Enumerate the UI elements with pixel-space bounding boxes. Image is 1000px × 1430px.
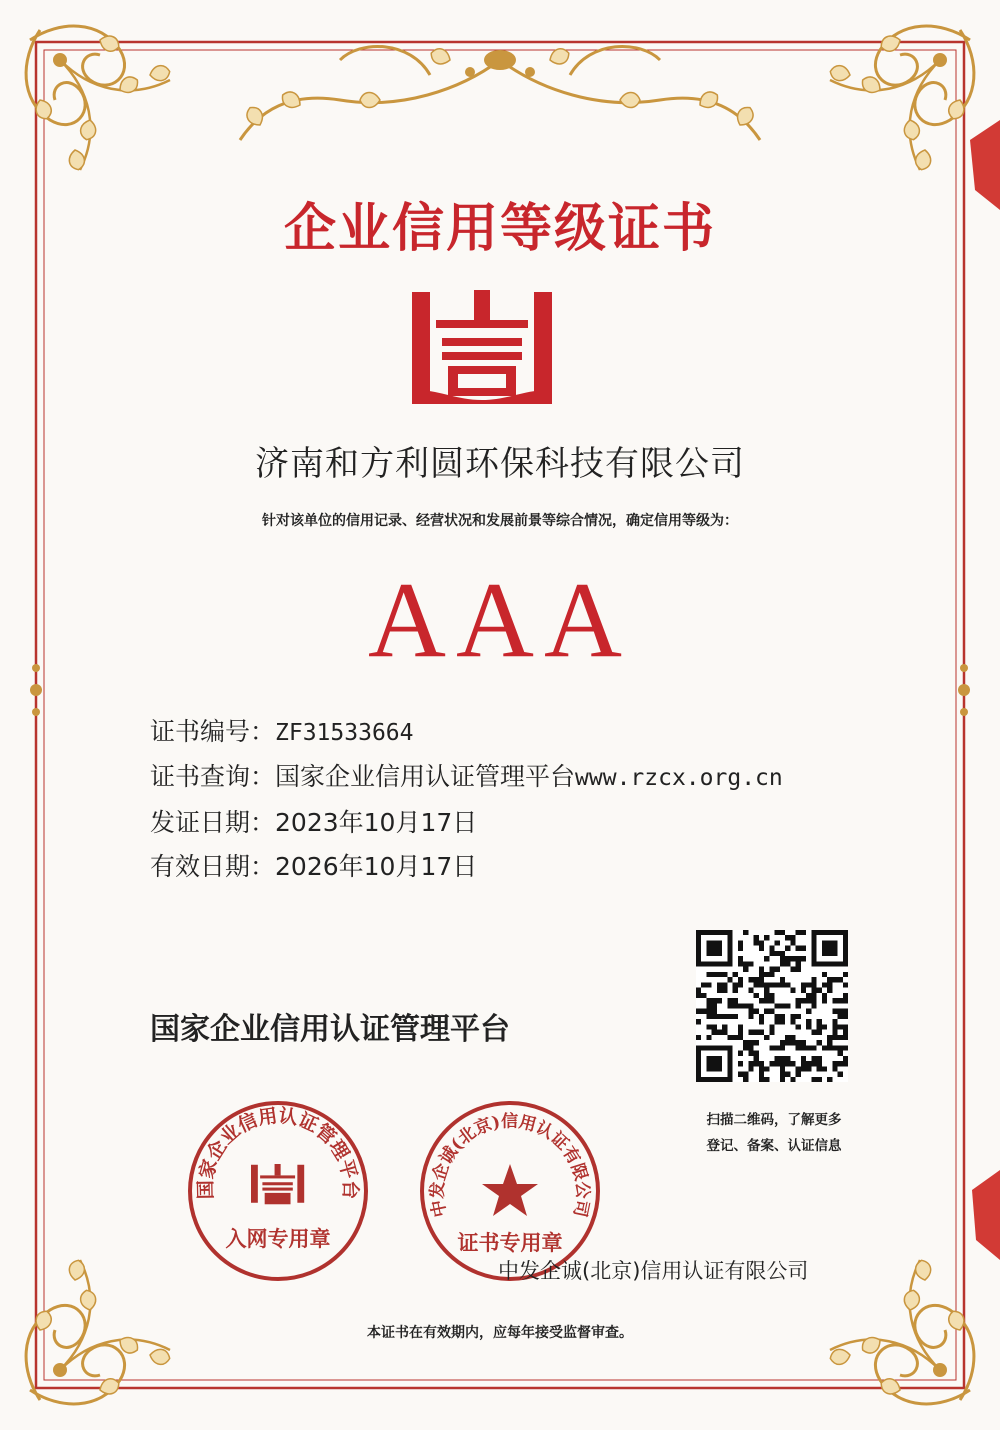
company-name: 济南和方利圆环保科技有限公司	[255, 444, 745, 484]
expiry-date: 2026年10月17日	[275, 852, 478, 881]
certificate-number: ZF31533664	[275, 720, 414, 746]
field-label: 发证日期：	[150, 808, 276, 837]
field-label: 证书编号：	[150, 717, 276, 746]
qr-note-line1: 扫描二维码，了解更多	[706, 1112, 842, 1128]
certificate-query-row	[150, 760, 783, 794]
stamp2-bottom-text: 证书专用章	[457, 1230, 563, 1255]
issue-date-row	[150, 806, 477, 840]
issuer-name: 中发企诚(北京)信用认证有限公司	[498, 1259, 809, 1283]
footer-note: 本证书在有效期内，应每年接受监督审查。	[367, 1325, 633, 1341]
issue-date: 2023年10月17日	[275, 808, 478, 837]
certificate-number-row	[150, 715, 414, 749]
query-url-link[interactable]: www.rzcx.org.cn	[575, 765, 783, 791]
stamp1-ring-text: 国家企业信用认证管理平台	[194, 1104, 362, 1200]
query-platform: 国家企业信用认证管理平台	[275, 762, 576, 791]
stamp2-ring-text: 中发企诚(北京)信用认证有限公司	[427, 1111, 593, 1219]
credit-emblem-icon	[412, 290, 552, 404]
platform-name: 国家企业信用认证管理平台	[150, 1012, 510, 1047]
network-seal-stamp	[185, 1098, 371, 1284]
credit-rating: AAA	[368, 561, 632, 680]
stamp1-bottom-text: 入网专用章	[225, 1226, 331, 1251]
field-label: 有效日期：	[150, 852, 276, 881]
qr-code-icon[interactable]	[696, 930, 848, 1082]
assessment-text: 针对该单位的信用记录、经营状况和发展前景等综合情况，确定信用等级为：	[262, 513, 738, 529]
certificate-title: 企业信用等级证书	[283, 198, 716, 259]
expiry-date-row	[150, 850, 477, 884]
field-label: 证书查询：	[150, 762, 276, 791]
qr-note-line2: 登记、备案、认证信息	[706, 1138, 842, 1154]
star-icon	[482, 1164, 538, 1216]
